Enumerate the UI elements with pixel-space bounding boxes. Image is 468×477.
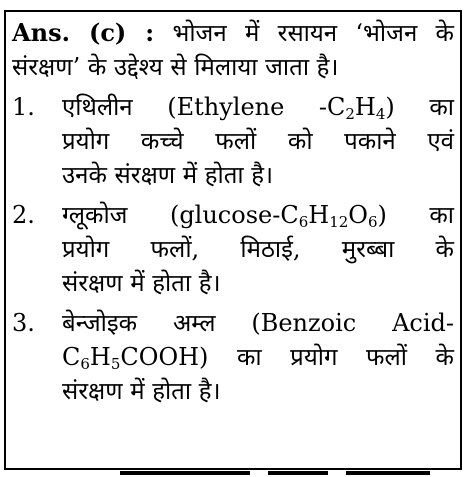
intro-line-2: संरक्षण’ के उद्देश्य से मिलाया जाता है। <box>12 53 339 81</box>
item-line-3: संरक्षण में होता है। <box>62 269 221 297</box>
cropped-text-mark <box>346 471 430 475</box>
list-item <box>12 90 454 192</box>
cropped-text-fragment <box>10 468 460 477</box>
item-line-1 <box>62 90 454 124</box>
item-number: 1. <box>12 93 35 121</box>
item-line-2: प्रयोग कच्चे फलों को पकाने एवं <box>62 127 454 155</box>
item-line-1 <box>62 198 454 232</box>
formula-text: H <box>89 343 111 371</box>
item-body <box>62 90 454 192</box>
item-line-3: उनके संरक्षण में होता है। <box>62 161 274 189</box>
formula-text: ) का <box>385 93 455 121</box>
subscript: 2 <box>345 105 355 123</box>
subscript: 5 <box>110 355 121 373</box>
formula-text: ग्लूकोज (glucose-C <box>62 201 299 229</box>
intro-line-1 <box>12 16 454 50</box>
cropped-text-mark <box>268 471 328 475</box>
formula-text: H <box>354 93 376 121</box>
formula-text: एथिलीन (Ethylene -C <box>62 93 346 121</box>
formula-text: O <box>348 201 368 229</box>
item-line-3: संरक्षण में होता है। <box>62 377 221 405</box>
answer-intro <box>12 16 454 84</box>
subscript: 6 <box>80 355 90 373</box>
cropped-text-mark <box>120 471 250 475</box>
item-number: 2. <box>12 201 35 229</box>
item-line-2 <box>62 340 454 374</box>
item-line-2: प्रयोग फलों, मिठाई, मुरब्बा के <box>62 235 454 263</box>
item-number: 3. <box>12 309 35 337</box>
answer-label: Ans. (c) : <box>12 18 155 47</box>
list-item <box>12 306 454 408</box>
item-body <box>62 306 454 408</box>
list-item <box>12 198 454 300</box>
subscript: 4 <box>375 105 386 123</box>
item-body <box>62 198 454 300</box>
formula-text: H <box>308 201 330 229</box>
item-line-1: बेन्जोइक अम्ल (Benzoic Acid- <box>62 309 454 337</box>
formula-text: ) का <box>377 201 455 229</box>
formula-text: COOH) का प्रयोग फलों के <box>120 343 454 371</box>
subscript: 6 <box>298 213 309 231</box>
answer-box <box>4 10 462 470</box>
subscript: 6 <box>367 213 378 231</box>
intro-text-1: भोजन में रसायन ‘भोजन के <box>172 19 454 47</box>
formula-text: C <box>62 343 81 371</box>
subscript: 12 <box>329 213 349 231</box>
